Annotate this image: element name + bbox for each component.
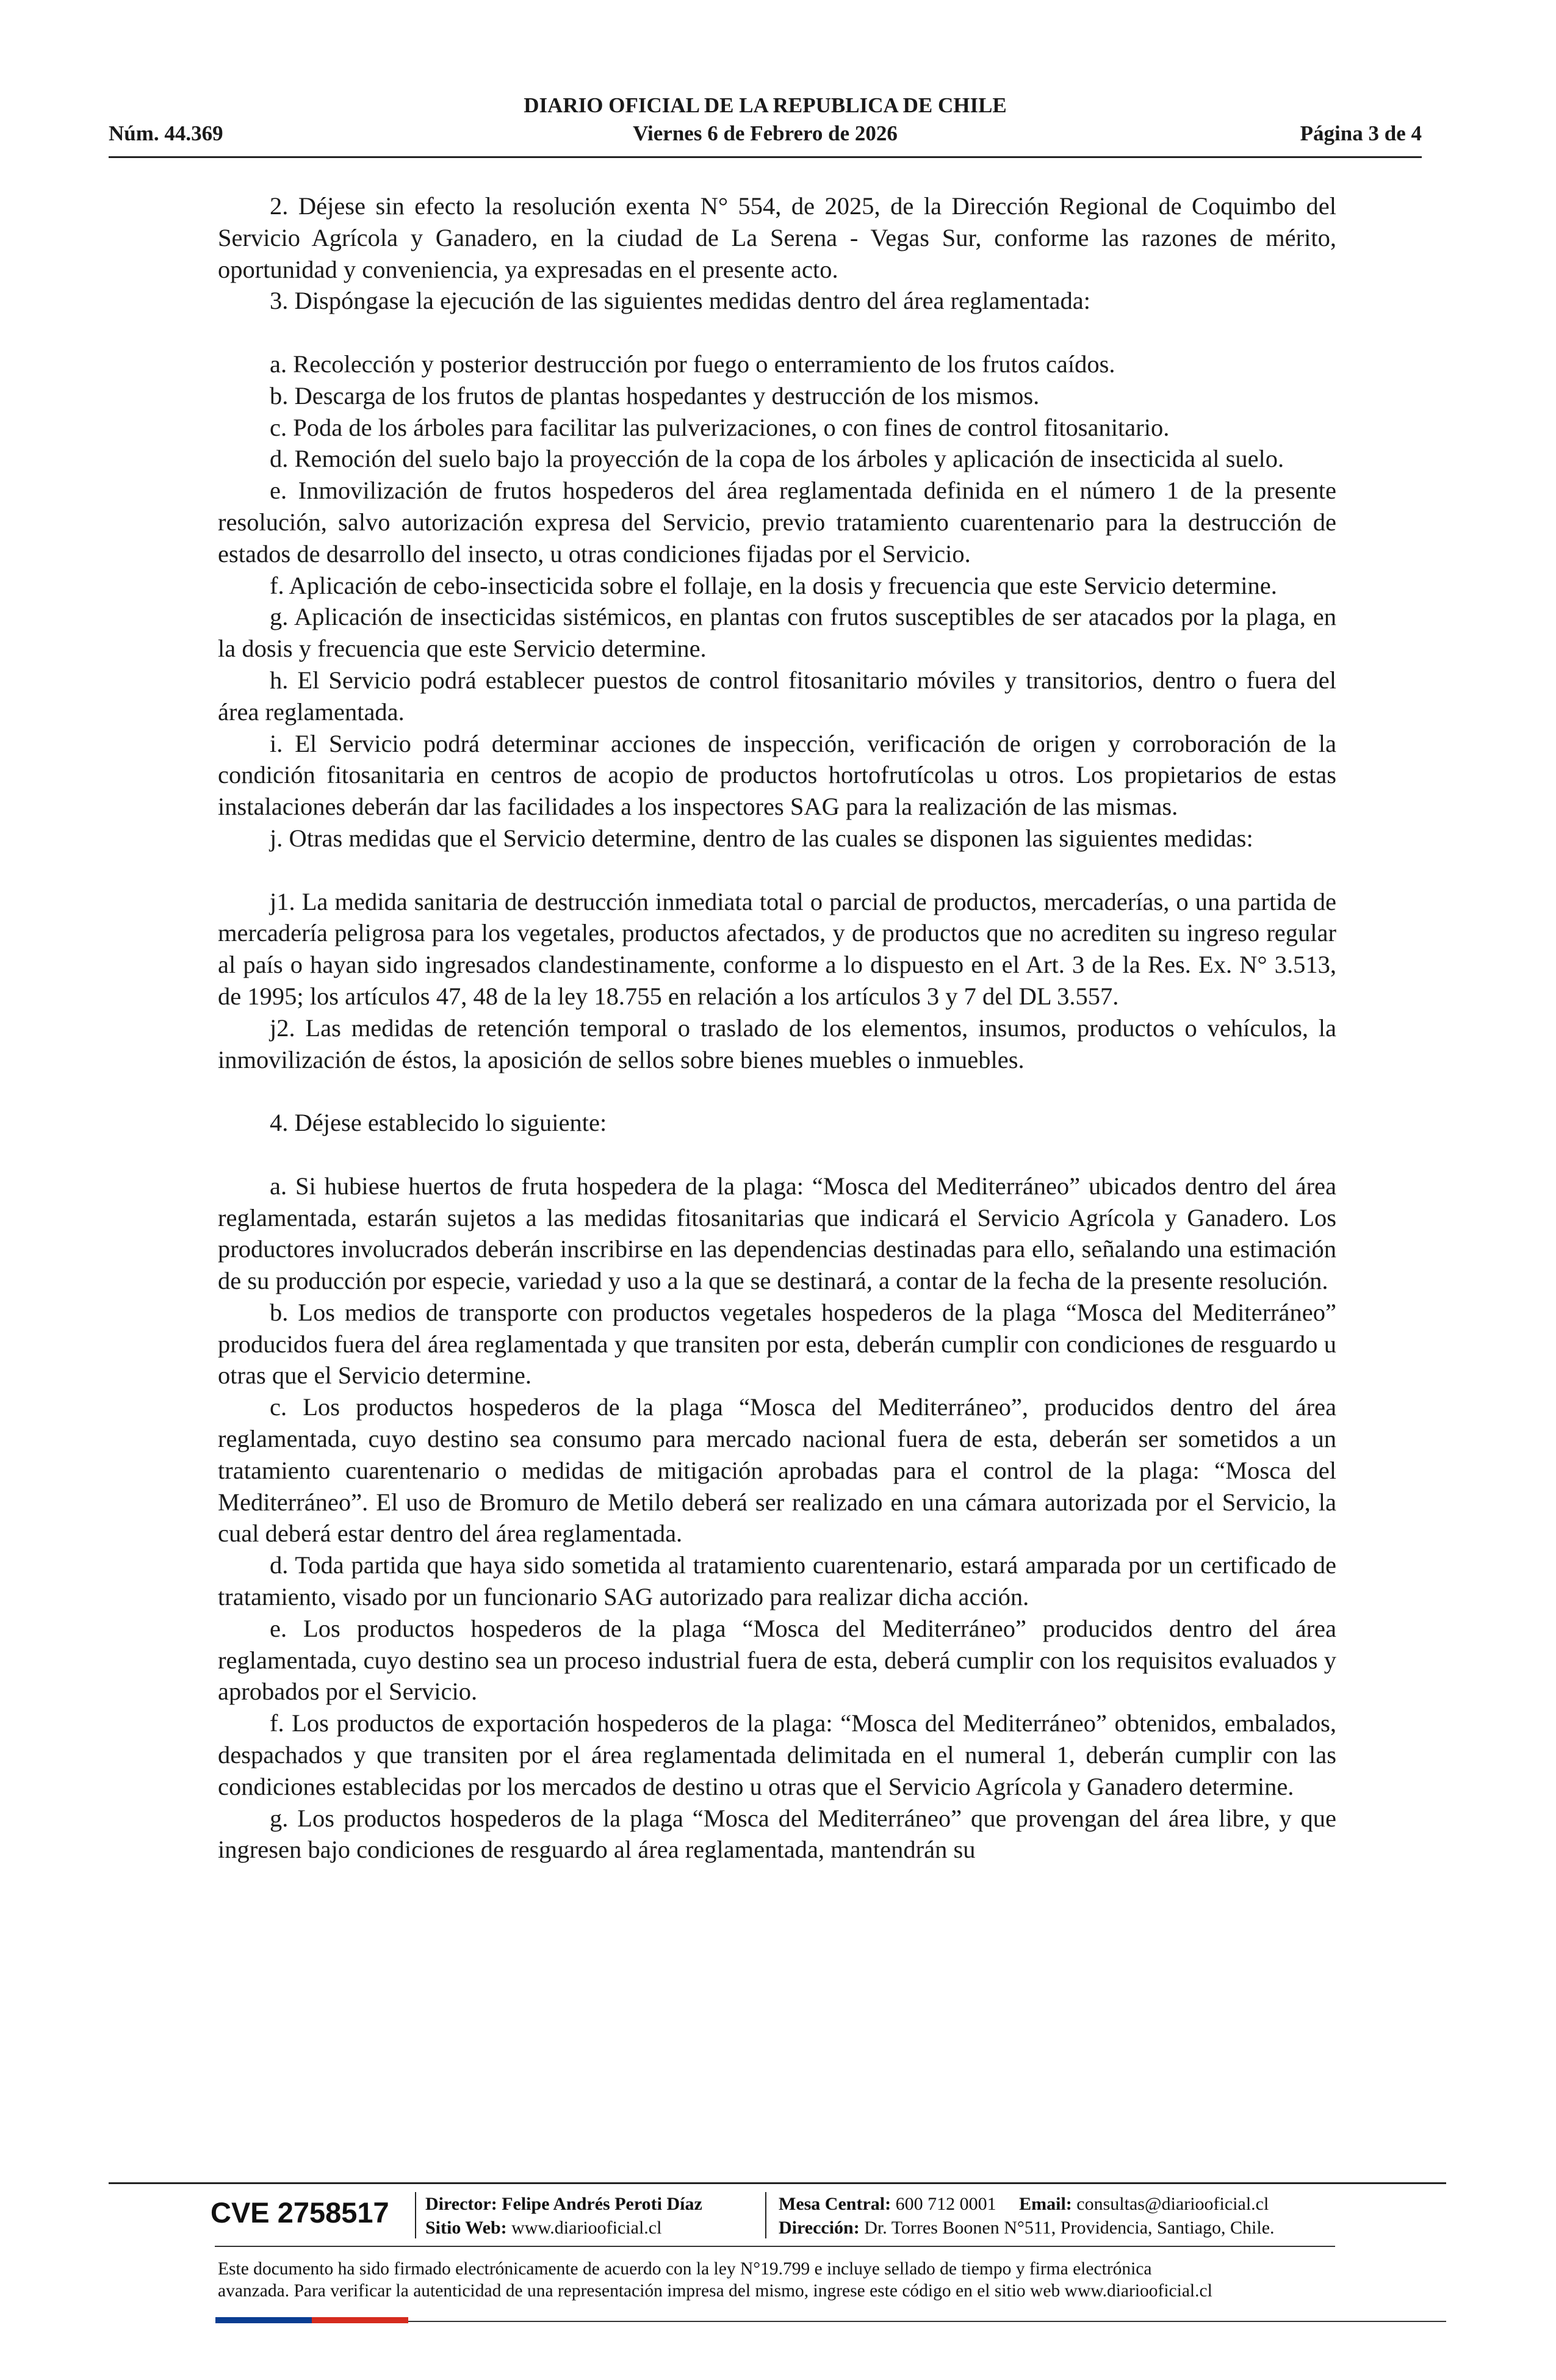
measure-f: f. Aplicación de cebo-insecticida sobre el follaje, en la dosis y frecuencia que este Servicio determine.	[270, 571, 1277, 599]
mesa-phone: 600 712 0001	[895, 2194, 996, 2214]
provision-a: a. Si hubiese huertos de fruta hospedera de la plaga: “Mosca del Mediterráneo” ubicados dentro del área reglamentada, estarán sujetos a las medidas fitosanitarias que indicará el Servicio Agrícola y Ganadero. Los productores involucrados deberán inscribirse en las dependencias destinadas para ello, señalando una estimación de su producción por especie, variedad y uso a la que se destinará, a contar de la fecha de la presente resolución.	[218, 1172, 1336, 1295]
provision-b: b. Los medios de transporte con productos vegetales hospederos de la plaga “Mosca del Mediterráneo” producidos fuera del área reglamentada y que transiten por esta, deberán cumplir con condiciones de resguardo u otras que el Servicio determine.	[218, 1298, 1336, 1390]
provision-d: d. Toda partida que haya sido sometida al tratamiento cuarentenario, estará amparada por un certificado de tratamiento, visado por un funcionario SAG autorizado para realizar dicha acción.	[218, 1551, 1336, 1611]
document-body	[218, 190, 1336, 1866]
measure-h: h. El Servicio podrá establecer puestos de control fitosanitario móviles y transitorios, dentro o fuera del área reglamentada.	[218, 666, 1336, 726]
provision-c: c. Los productos hospederos de la plaga “Mosca del Mediterráneo”, producidos dentro del área reglamentada, cuyo destino sea consumo para mercado nacional fuera de esta, deberán ser sometidos a un tratamiento cuarentenario o medidas de mitigación aprobadas para el control de la plaga: “Mosca del Mediterráneo”. El uso de Bromuro de Metilo deberá ser realizado en una cámara autorizada por el Servicio, la cual deberá estar dentro del área reglamentada.	[218, 1393, 1336, 1548]
website-label: Sitio Web:	[425, 2218, 507, 2238]
footer-divider-bottom	[408, 2321, 1446, 2322]
footer-director-block	[425, 2192, 702, 2240]
measure-j: j. Otras medidas que el Servicio determine, dentro de las cuales se disponen las siguientes medidas:	[270, 824, 1253, 852]
footer-separator	[415, 2192, 416, 2238]
website-link[interactable]: www.diariooficial.cl	[511, 2218, 662, 2238]
measure-j2: j2. Las medidas de retención temporal o traslado de los elementos, insumos, productos o vehículos, la inmovilización de éstos, la aposición de sellos sobre bienes muebles o inmuebles.	[218, 1014, 1336, 1073]
measure-a: a. Recolección y posterior destrucción por fuego o enterramiento de los frutos caídos.	[270, 350, 1115, 378]
mesa-label: Mesa Central:	[779, 2194, 891, 2214]
measure-c: c. Poda de los árboles para facilitar las pulverizaciones, o con fines de control fitosanitario.	[270, 413, 1170, 441]
legal-notice	[218, 2258, 1336, 2302]
provision-e: e. Los productos hospederos de la plaga “Mosca del Mediterráneo” producidos dentro del área reglamentada, cuyo destino sea un proceso industrial fuera de esta, deberá cumplir con los requisitos evaluados y aprobados por el Servicio.	[218, 1614, 1336, 1706]
address-text: Dr. Torres Boonen N°511, Providencia, Santiago, Chile.	[864, 2218, 1275, 2238]
footer-divider-top	[109, 2182, 1446, 2184]
measure-j1: j1. La medida sanitaria de destrucción inmediata total o parcial de productos, mercaderías, o una partida de mercadería peligrosa para los vegetales, productos afectados, y de productos que no acrediten su ingreso regular al país o hayan sido ingresados clandestinamente, conforme a lo dispuesto en el Art. 3 de la Res. Ex. N° 3.513, de 1995; los artículos 47, 48 de la ley 18.755 en relación a los artículos 3 y 7 del DL 3.557.	[218, 887, 1336, 1010]
measure-g: g. Aplicación de insecticidas sistémicos, en plantas con frutos susceptibles de ser atacados por la plaga, en la dosis y frecuencia que este Servicio determine.	[218, 603, 1336, 663]
issue-number: Núm. 44.369	[109, 121, 223, 145]
measure-b: b. Descarga de los frutos de plantas hospedantes y destrucción de los mismos.	[270, 381, 1040, 409]
legal-line-2: avanzada. Para verificar la autenticidad de una representación impresa del mismo, ingrese este código en el sitio web www.diariooficial.cl	[218, 2281, 1212, 2301]
footer-separator	[765, 2192, 766, 2238]
cve-code: CVE 2758517	[211, 2196, 389, 2229]
flag-blue-segment	[215, 2317, 312, 2323]
paragraph-4: 4. Déjese establecido lo siguiente:	[270, 1109, 607, 1137]
page-indicator: Página 3 de 4	[1300, 121, 1422, 145]
measure-d: d. Remoción del suelo bajo la proyección de la copa de los árboles y aplicación de insecticida al suelo.	[270, 445, 1284, 473]
provision-f: f. Los productos de exportación hospederos de la plaga: “Mosca del Mediterráneo” obtenidos, embalados, despachados y que transiten por el área reglamentada delimitada en el numeral 1, deberán cumplir con las condiciones establecidas por los mercados de destino u otras que el Servicio Agrícola y Ganadero determine.	[218, 1709, 1336, 1800]
paragraph-3: 3. Dispóngase la ejecución de las siguientes medidas dentro del área reglamentada:	[270, 287, 1091, 315]
director-name: Felipe Andrés Peroti Díaz	[502, 2194, 702, 2214]
email-link[interactable]: consultas@diariooficial.cl	[1076, 2194, 1269, 2214]
email-label: Email:	[1019, 2194, 1072, 2214]
chile-flag-stripe	[215, 2317, 408, 2323]
flag-red-segment	[312, 2317, 408, 2323]
footer-divider-mid	[215, 2246, 1335, 2247]
measure-i: i. El Servicio podrá determinar acciones de inspección, verificación de origen y corroboración de la condición fitosanitaria en centros de acopio de productos hortofrutícolas u otros. Los propietarios de estas instalaciones deberán dar las facilidades a los inspectores SAG para la realización de las mismas.	[218, 729, 1336, 821]
provision-g: g. Los productos hospederos de la plaga “Mosca del Mediterráneo” que provengan del área libre, y que ingresen bajo condiciones de resguardo al área reglamentada, mantendrán su	[218, 1804, 1336, 1864]
paragraph-2: 2. Déjese sin efecto la resolución exenta N° 554, de 2025, de la Dirección Regional de Coquimbo del Servicio Agrícola y Ganadero, en la ciudad de La Serena - Vegas Sur, conforme las razones de mérito, oportunidad y conveniencia, ya expresadas en el presente acto.	[218, 192, 1336, 283]
page-header	[109, 92, 1422, 159]
measure-e: e. Inmovilización de frutos hospederos del área reglamentada definida en el número 1 de la presente resolución, salvo autorización expresa del Servicio, previo tratamiento cuarentenario para la destrucción de estados de desarrollo del insecto, u otras condiciones fijadas por el Servicio.	[218, 477, 1336, 568]
address-label: Dirección:	[779, 2218, 860, 2238]
publication-date: Viernes 6 de Febrero de 2026	[633, 121, 898, 145]
legal-line-1: Este documento ha sido firmado electrónicamente de acuerdo con la ley N°19.799 e incluye sellado de tiempo y firma electrónica	[218, 2259, 1152, 2279]
header-divider	[109, 156, 1422, 158]
director-label: Director:	[425, 2194, 497, 2214]
journal-title: DIARIO OFICIAL DE LA REPUBLICA DE CHILE	[524, 93, 1007, 117]
footer-contact-block	[779, 2192, 1275, 2240]
